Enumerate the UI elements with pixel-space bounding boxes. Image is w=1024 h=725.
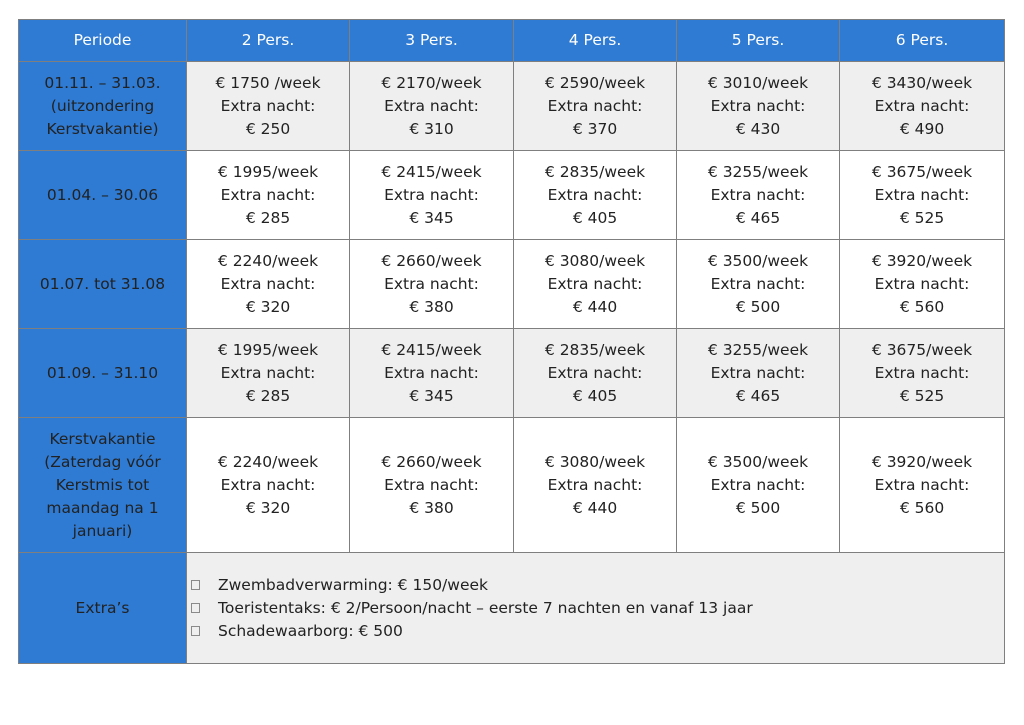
week-price: € 2240/week	[217, 251, 319, 270]
price-cell	[677, 240, 840, 329]
table-row	[19, 240, 1005, 329]
price-cell	[677, 329, 840, 418]
extra-night-price: € 285	[245, 208, 291, 227]
extra-text: Zwembadverwarming: € 150/week	[218, 575, 489, 594]
price-cell	[840, 151, 1005, 240]
extra-night-price: € 500	[735, 498, 781, 517]
extra-night-price: € 500	[735, 297, 781, 316]
extra-night-price: € 250	[245, 119, 291, 138]
extra-night-price: € 525	[899, 208, 945, 227]
extra-night-label: Extra nacht:	[874, 274, 970, 293]
extra-night-label: Extra nacht:	[710, 96, 806, 115]
extra-night-label: Extra nacht:	[547, 475, 643, 494]
price-cell	[350, 62, 514, 151]
price-cell	[514, 62, 677, 151]
price-cell	[677, 418, 840, 553]
extra-night-label: Extra nacht:	[710, 475, 806, 494]
extra-night-price: € 370	[572, 119, 618, 138]
extra-night-price: € 430	[735, 119, 781, 138]
extra-night-price: € 560	[899, 297, 945, 316]
extras-label: Extra’s	[19, 553, 187, 664]
price-cell	[677, 151, 840, 240]
price-cell	[350, 329, 514, 418]
extra-night-price: € 345	[409, 386, 454, 405]
extra-night-price: € 490	[899, 119, 945, 138]
week-price: € 1750 /week	[215, 73, 321, 92]
extra-night-price: € 560	[899, 498, 945, 517]
week-price: € 2240/week	[217, 452, 319, 471]
extra-night-label: Extra nacht:	[547, 363, 643, 382]
week-price: € 2835/week	[544, 340, 646, 359]
period-line: (Zaterdag vóór	[44, 452, 161, 471]
extra-night-label: Extra nacht:	[547, 96, 643, 115]
price-cell	[187, 329, 350, 418]
week-price: € 2170/week	[381, 73, 482, 92]
extras-row	[19, 553, 1005, 664]
week-price: € 2590/week	[544, 73, 646, 92]
header-periode: Periode	[19, 20, 187, 62]
period-line: januari)	[72, 521, 133, 540]
week-price: € 3500/week	[707, 452, 809, 471]
list-item	[191, 620, 1000, 643]
period-cell	[19, 240, 187, 329]
extra-night-label: Extra nacht:	[874, 185, 970, 204]
extra-night-label: Extra nacht:	[547, 274, 643, 293]
extra-night-price: € 320	[245, 297, 291, 316]
extra-night-label: Extra nacht:	[384, 363, 479, 382]
week-price: € 3080/week	[544, 251, 646, 270]
week-price: € 1995/week	[217, 162, 319, 181]
period-cell	[19, 329, 187, 418]
extra-night-label: Extra nacht:	[710, 363, 806, 382]
price-cell	[840, 418, 1005, 553]
extra-night-label: Extra nacht:	[384, 475, 479, 494]
price-cell	[187, 151, 350, 240]
week-price: € 3675/week	[871, 162, 973, 181]
period-line: Kerstmis tot	[55, 475, 150, 494]
period-line: 01.04. – 30.06	[46, 185, 159, 204]
extra-night-price: € 380	[409, 498, 454, 517]
price-cell	[840, 62, 1005, 151]
extra-night-label: Extra nacht:	[384, 274, 479, 293]
price-cell	[514, 240, 677, 329]
period-cell	[19, 62, 187, 151]
list-item	[191, 574, 1000, 597]
table-row	[19, 62, 1005, 151]
table-row	[19, 151, 1005, 240]
price-cell	[840, 329, 1005, 418]
checkbox-icon	[191, 603, 200, 613]
extra-night-label: Extra nacht:	[547, 185, 643, 204]
extra-night-price: € 345	[409, 208, 454, 227]
week-price: € 3080/week	[544, 452, 646, 471]
extra-night-label: Extra nacht:	[220, 363, 316, 382]
period-line: Kerstvakantie	[49, 429, 156, 448]
week-price: € 3920/week	[871, 251, 973, 270]
period-line: (uitzondering	[50, 96, 155, 115]
week-price: € 2660/week	[381, 251, 482, 270]
extra-text: Schadewaarborg: € 500	[218, 621, 403, 640]
header-5-pers: 5 Pers.	[677, 20, 840, 62]
list-item	[191, 597, 1000, 620]
week-price: € 3255/week	[707, 340, 809, 359]
extra-night-price: € 465	[735, 208, 781, 227]
price-table	[18, 19, 1005, 664]
extra-night-label: Extra nacht:	[220, 274, 316, 293]
extra-night-price: € 525	[899, 386, 945, 405]
price-cell	[187, 240, 350, 329]
price-cell	[187, 418, 350, 553]
period-line: 01.11. – 31.03.	[44, 73, 161, 92]
extra-night-price: € 285	[245, 386, 291, 405]
price-cell	[514, 418, 677, 553]
period-line: 01.07. tot 31.08	[39, 274, 166, 293]
week-price: € 2835/week	[544, 162, 646, 181]
price-cell	[514, 329, 677, 418]
period-cell	[19, 151, 187, 240]
price-cell	[350, 418, 514, 553]
extra-night-label: Extra nacht:	[874, 363, 970, 382]
week-price: € 3255/week	[707, 162, 809, 181]
price-cell	[187, 62, 350, 151]
header-6-pers: 6 Pers.	[840, 20, 1005, 62]
week-price: € 3675/week	[871, 340, 973, 359]
price-cell	[840, 240, 1005, 329]
extra-night-price: € 405	[572, 208, 618, 227]
extra-night-price: € 380	[409, 297, 454, 316]
extra-night-price: € 440	[572, 498, 618, 517]
extra-night-price: € 405	[572, 386, 618, 405]
price-cell	[350, 240, 514, 329]
week-price: € 3430/week	[871, 73, 973, 92]
week-price: € 2415/week	[381, 162, 482, 181]
price-cell	[514, 151, 677, 240]
checkbox-icon	[191, 580, 200, 590]
header-2-pers: 2 Pers.	[187, 20, 350, 62]
extra-night-price: € 310	[409, 119, 454, 138]
extra-night-label: Extra nacht:	[874, 475, 970, 494]
week-price: € 3010/week	[707, 73, 809, 92]
extra-night-label: Extra nacht:	[220, 96, 316, 115]
extra-text: Toeristentaks: € 2/Persoon/nacht – eerste 7 nachten en vanaf 13 jaar	[218, 598, 753, 617]
header-row	[19, 20, 1005, 62]
price-cell	[677, 62, 840, 151]
checkbox-icon	[191, 626, 200, 636]
extra-night-label: Extra nacht:	[220, 475, 316, 494]
period-line: 01.09. – 31.10	[46, 363, 159, 382]
week-price: € 3920/week	[871, 452, 973, 471]
header-3-pers: 3 Pers.	[350, 20, 514, 62]
extra-night-label: Extra nacht:	[710, 274, 806, 293]
extra-night-label: Extra nacht:	[220, 185, 316, 204]
extras-list	[187, 553, 1005, 664]
price-cell	[350, 151, 514, 240]
week-price: € 1995/week	[217, 340, 319, 359]
week-price: € 3500/week	[707, 251, 809, 270]
extra-night-price: € 465	[735, 386, 781, 405]
table-row	[19, 329, 1005, 418]
period-line: Kerstvakantie)	[46, 119, 159, 138]
extra-night-label: Extra nacht:	[384, 185, 479, 204]
week-price: € 2415/week	[381, 340, 482, 359]
extra-night-label: Extra nacht:	[874, 96, 970, 115]
extra-night-price: € 320	[245, 498, 291, 517]
extra-night-price: € 440	[572, 297, 618, 316]
period-cell	[19, 418, 187, 553]
period-line: maandag na 1	[46, 498, 159, 517]
table-row	[19, 418, 1005, 553]
week-price: € 2660/week	[381, 452, 482, 471]
header-4-pers: 4 Pers.	[514, 20, 677, 62]
extra-night-label: Extra nacht:	[710, 185, 806, 204]
extra-night-label: Extra nacht:	[384, 96, 479, 115]
